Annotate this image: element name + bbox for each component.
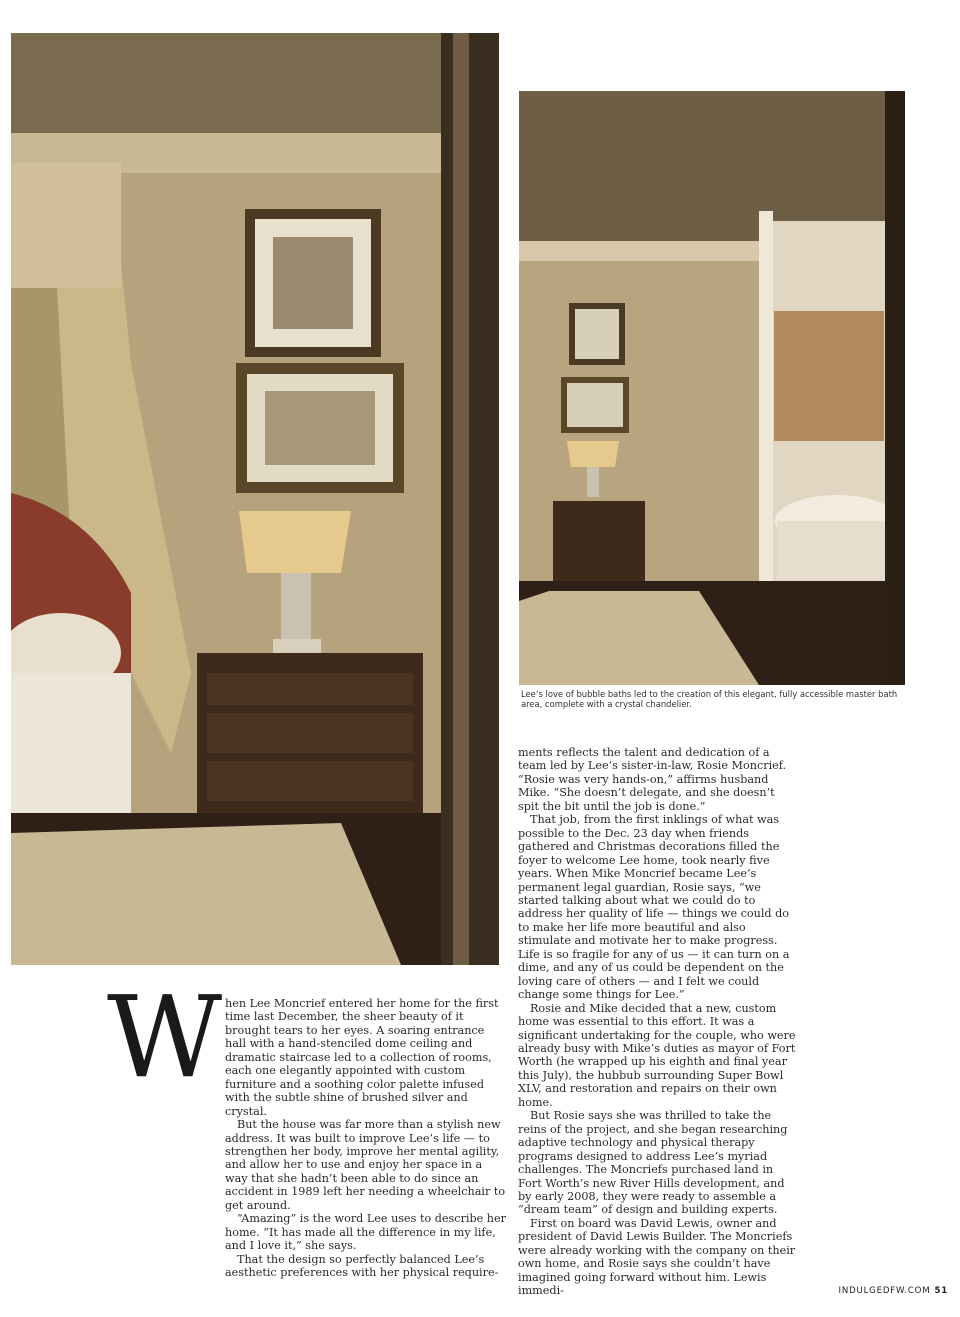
page-footer [839, 1286, 949, 1296]
page-number: 51 [934, 1286, 948, 1296]
article-column-left [225, 997, 507, 1280]
paragraph: First on board was David Lewis, owner and president of David Lewis Builder. The Moncriefs were already working with the company on their own home, and Rosie says she couldn’t have imagined going forward without him. Lewis immedi- [518, 1216, 796, 1298]
photo-caption: Lee’s love of bubble baths led to the creation of this elegant, fully accessible master bath area, complete with a crystal chandelier. [521, 689, 898, 710]
paragraph: But the house was far more than a stylish new address. It was built to improve Lee’s life — to strengthen her body, improve her mental agility, and allow her to use and enjoy her space in a way that she hadn’t been able to do since an accident in 1989 left her needing a wheelchair to get around. [225, 1118, 506, 1212]
drop-cap: W [107, 973, 223, 1103]
paragraph: ments reflects the talent and dedication of a team led by Lee’s sister-in-law, Rosie Moncrief. “Rosie was very hands-on,” affirms husband Mike. “She doesn’t delegate, and she doesn’t spit the bit until the job is done.” [518, 746, 787, 813]
footer-site: INDULGEDFW.COM [838, 1286, 931, 1296]
bath-photo [519, 91, 905, 685]
paragraph: But Rosie says she was thrilled to take the reins of the project, and she began researching adaptive technology and physical therapy programs designed to address Lee’s myriad challenges. The Moncriefs purchased land in Fort Worth’s new River Hills development, and by early 2008, they were ready to assemble a “dream team” of design and building experts. [518, 1109, 788, 1217]
paragraph: Rosie and Mike decided that a new, custom home was essential to this effort. It was a significant undertaking for the couple, who were already busy with Mike’s duties as mayor of Fort Worth (he wrapped up his eighth and final year this July), the hubbub surrounding Super Bowl XLV, and restoration and repairs on their own home. [518, 1001, 796, 1109]
bedroom-photo-illustration [11, 33, 499, 965]
paragraph: That job, from the first inklings of what was possible to the Dec. 23 day when friends gathered and Christmas decorations filled the foyer to welcome Lee home, took nearly five years. When Mike Moncrief became Lee’s permanent legal guardian, Rosie says, “we started talking about what we could do to address her quality of life — things we could do to make her life more beautiful and also stimulate and motivate her to make progress. Life is so fragile for any of us — it can turn on a dime, and any of us could be dependent on the loving care of others — and I felt we could change some things for Lee.” [518, 813, 790, 1002]
bedroom-photo [11, 33, 499, 965]
article-column-right [518, 746, 796, 1298]
bath-photo-illustration [519, 91, 905, 685]
paragraph: hen Lee Moncrief entered her home for the first time last December, the sheer beauty of it brought tears to her eyes. A soaring entrance hall with a hand-stenciled dome ceiling and dramatic staircase led to a collection of rooms, each one elegantly appointed with custom furniture and a soothing color palette infused with the subtle shine of brushed silver and crystal. [225, 997, 499, 1118]
paragraph: “Amazing” is the word Lee uses to describe her home. “It has made all the difference in my life, and I love it,” she says. [225, 1212, 506, 1253]
paragraph: That the design so perfectly balanced Lee’s aesthetic preferences with her physical require- [225, 1252, 499, 1280]
